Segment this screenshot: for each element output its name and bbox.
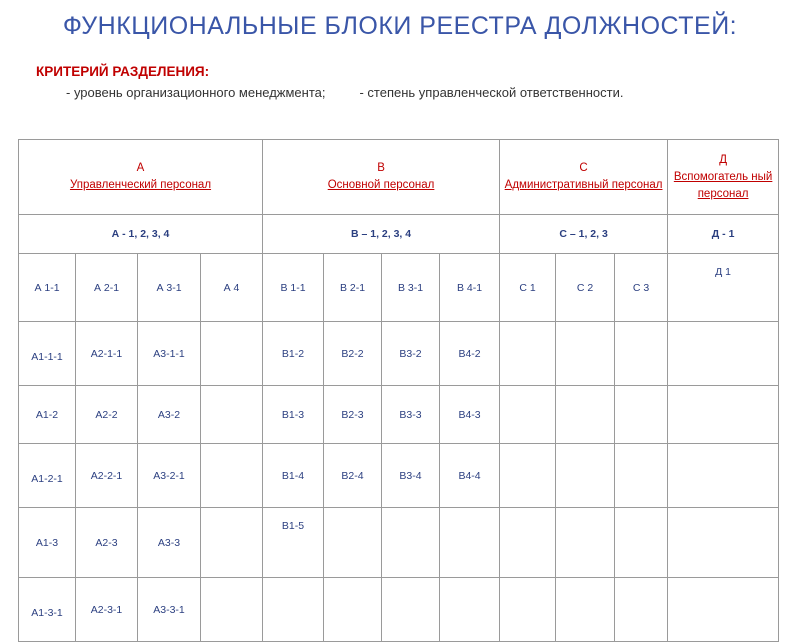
table-row <box>19 444 779 508</box>
position-cell <box>668 444 779 508</box>
position-cell: А 4 <box>201 254 263 322</box>
group-range-c: С – 1, 2, 3 <box>500 215 668 254</box>
position-cell: А3-2-1 <box>138 444 201 508</box>
position-cell <box>556 322 615 386</box>
position-cell <box>556 508 615 578</box>
group-header-b <box>263 140 500 215</box>
position-cell: А2-3-1 <box>76 578 138 642</box>
position-cell <box>556 578 615 642</box>
position-cell <box>324 508 382 578</box>
criteria-item-responsibility: - степень управленческой ответственности. <box>359 85 624 100</box>
position-cell <box>668 578 779 642</box>
position-cell: А3-1-1 <box>138 322 201 386</box>
position-cell: А 2-1 <box>76 254 138 322</box>
position-cell: В4-2 <box>440 322 500 386</box>
position-cell: С 2 <box>556 254 615 322</box>
group-name: Административный персонал <box>504 179 663 191</box>
group-name: Управленческий персонал <box>69 179 212 191</box>
table-row <box>19 322 779 386</box>
group-letter: Д <box>719 153 727 166</box>
position-cell <box>615 508 668 578</box>
position-cell <box>440 578 500 642</box>
group-header-a <box>19 140 263 215</box>
position-cell <box>500 386 556 444</box>
position-cell: А2-1-1 <box>76 322 138 386</box>
group-range-a: А - 1, 2, 3, 4 <box>19 215 263 254</box>
position-cell: В4-4 <box>440 444 500 508</box>
range-row <box>19 215 779 254</box>
position-cell: А3-2 <box>138 386 201 444</box>
position-cell: А 1-1 <box>19 254 76 322</box>
position-cell: В 3-1 <box>382 254 440 322</box>
position-cell <box>382 578 440 642</box>
group-header-d <box>668 140 779 215</box>
position-cell: Д 1 <box>668 254 779 322</box>
table-row <box>19 386 779 444</box>
position-cell: А 3-1 <box>138 254 201 322</box>
position-cell <box>615 578 668 642</box>
group-range-d: Д - 1 <box>668 215 779 254</box>
position-cell: В1-5 <box>263 508 324 578</box>
position-cell: В3-4 <box>382 444 440 508</box>
group-header-row <box>19 140 779 215</box>
position-cell: А2-2 <box>76 386 138 444</box>
criteria-heading: КРИТЕРИЙ РАЗДЕЛЕНИЯ: <box>36 64 210 79</box>
position-cell: А2-3 <box>76 508 138 578</box>
position-cell: А1-2 <box>19 386 76 444</box>
position-cell: В1-2 <box>263 322 324 386</box>
position-cell <box>668 386 779 444</box>
position-cell: В 2-1 <box>324 254 382 322</box>
group-letter: А <box>136 162 145 174</box>
group-letter: В <box>377 162 385 174</box>
position-cell <box>500 508 556 578</box>
position-cell <box>440 508 500 578</box>
position-cell: А1-1-1 <box>19 322 76 386</box>
position-cell <box>668 322 779 386</box>
position-cell <box>201 322 263 386</box>
group-header-c <box>500 140 668 215</box>
position-cell <box>382 508 440 578</box>
position-cell <box>201 508 263 578</box>
position-cell: А1-3-1 <box>19 578 76 642</box>
position-cell <box>500 578 556 642</box>
group-range-b: В – 1, 2, 3, 4 <box>263 215 500 254</box>
position-cell <box>263 578 324 642</box>
criteria-list <box>66 85 623 100</box>
position-cell: В2-4 <box>324 444 382 508</box>
position-cell: А2-2-1 <box>76 444 138 508</box>
position-cell: В 4-1 <box>440 254 500 322</box>
position-cell <box>556 444 615 508</box>
position-cell: В 1-1 <box>263 254 324 322</box>
position-cell: В3-3 <box>382 386 440 444</box>
position-cell: В2-2 <box>324 322 382 386</box>
criteria-item-management-level: - уровень организационного менеджмента; <box>66 85 326 100</box>
position-cell: А3-3-1 <box>138 578 201 642</box>
position-cell <box>201 578 263 642</box>
position-cell: В1-3 <box>263 386 324 444</box>
position-cell: В3-2 <box>382 322 440 386</box>
group-letter: С <box>579 162 588 174</box>
group-name: Основной персонал <box>327 179 435 191</box>
position-cell: В1-4 <box>263 444 324 508</box>
position-cell <box>615 322 668 386</box>
page-title: ФУНКЦИОНАЛЬНЫЕ БЛОКИ РЕЕСТРА ДОЛЖНОСТЕЙ: <box>62 12 738 40</box>
position-cell: В4-3 <box>440 386 500 444</box>
position-cell <box>201 386 263 444</box>
position-cell <box>324 578 382 642</box>
position-cell: А1-2-1 <box>19 444 76 508</box>
position-cell <box>668 508 779 578</box>
position-cell <box>500 444 556 508</box>
position-cell <box>201 444 263 508</box>
position-cell: С 3 <box>615 254 668 322</box>
position-cell <box>500 322 556 386</box>
position-cell <box>556 386 615 444</box>
group-name: Вспомогатель ный персонал <box>673 170 773 200</box>
registry-table <box>18 139 779 642</box>
position-cell <box>615 444 668 508</box>
table-row <box>19 578 779 642</box>
table-row <box>19 508 779 578</box>
position-cell: А1-3 <box>19 508 76 578</box>
position-cell: А3-3 <box>138 508 201 578</box>
position-cell: С 1 <box>500 254 556 322</box>
position-cell: В2-3 <box>324 386 382 444</box>
table-row <box>19 254 779 322</box>
position-cell <box>615 386 668 444</box>
